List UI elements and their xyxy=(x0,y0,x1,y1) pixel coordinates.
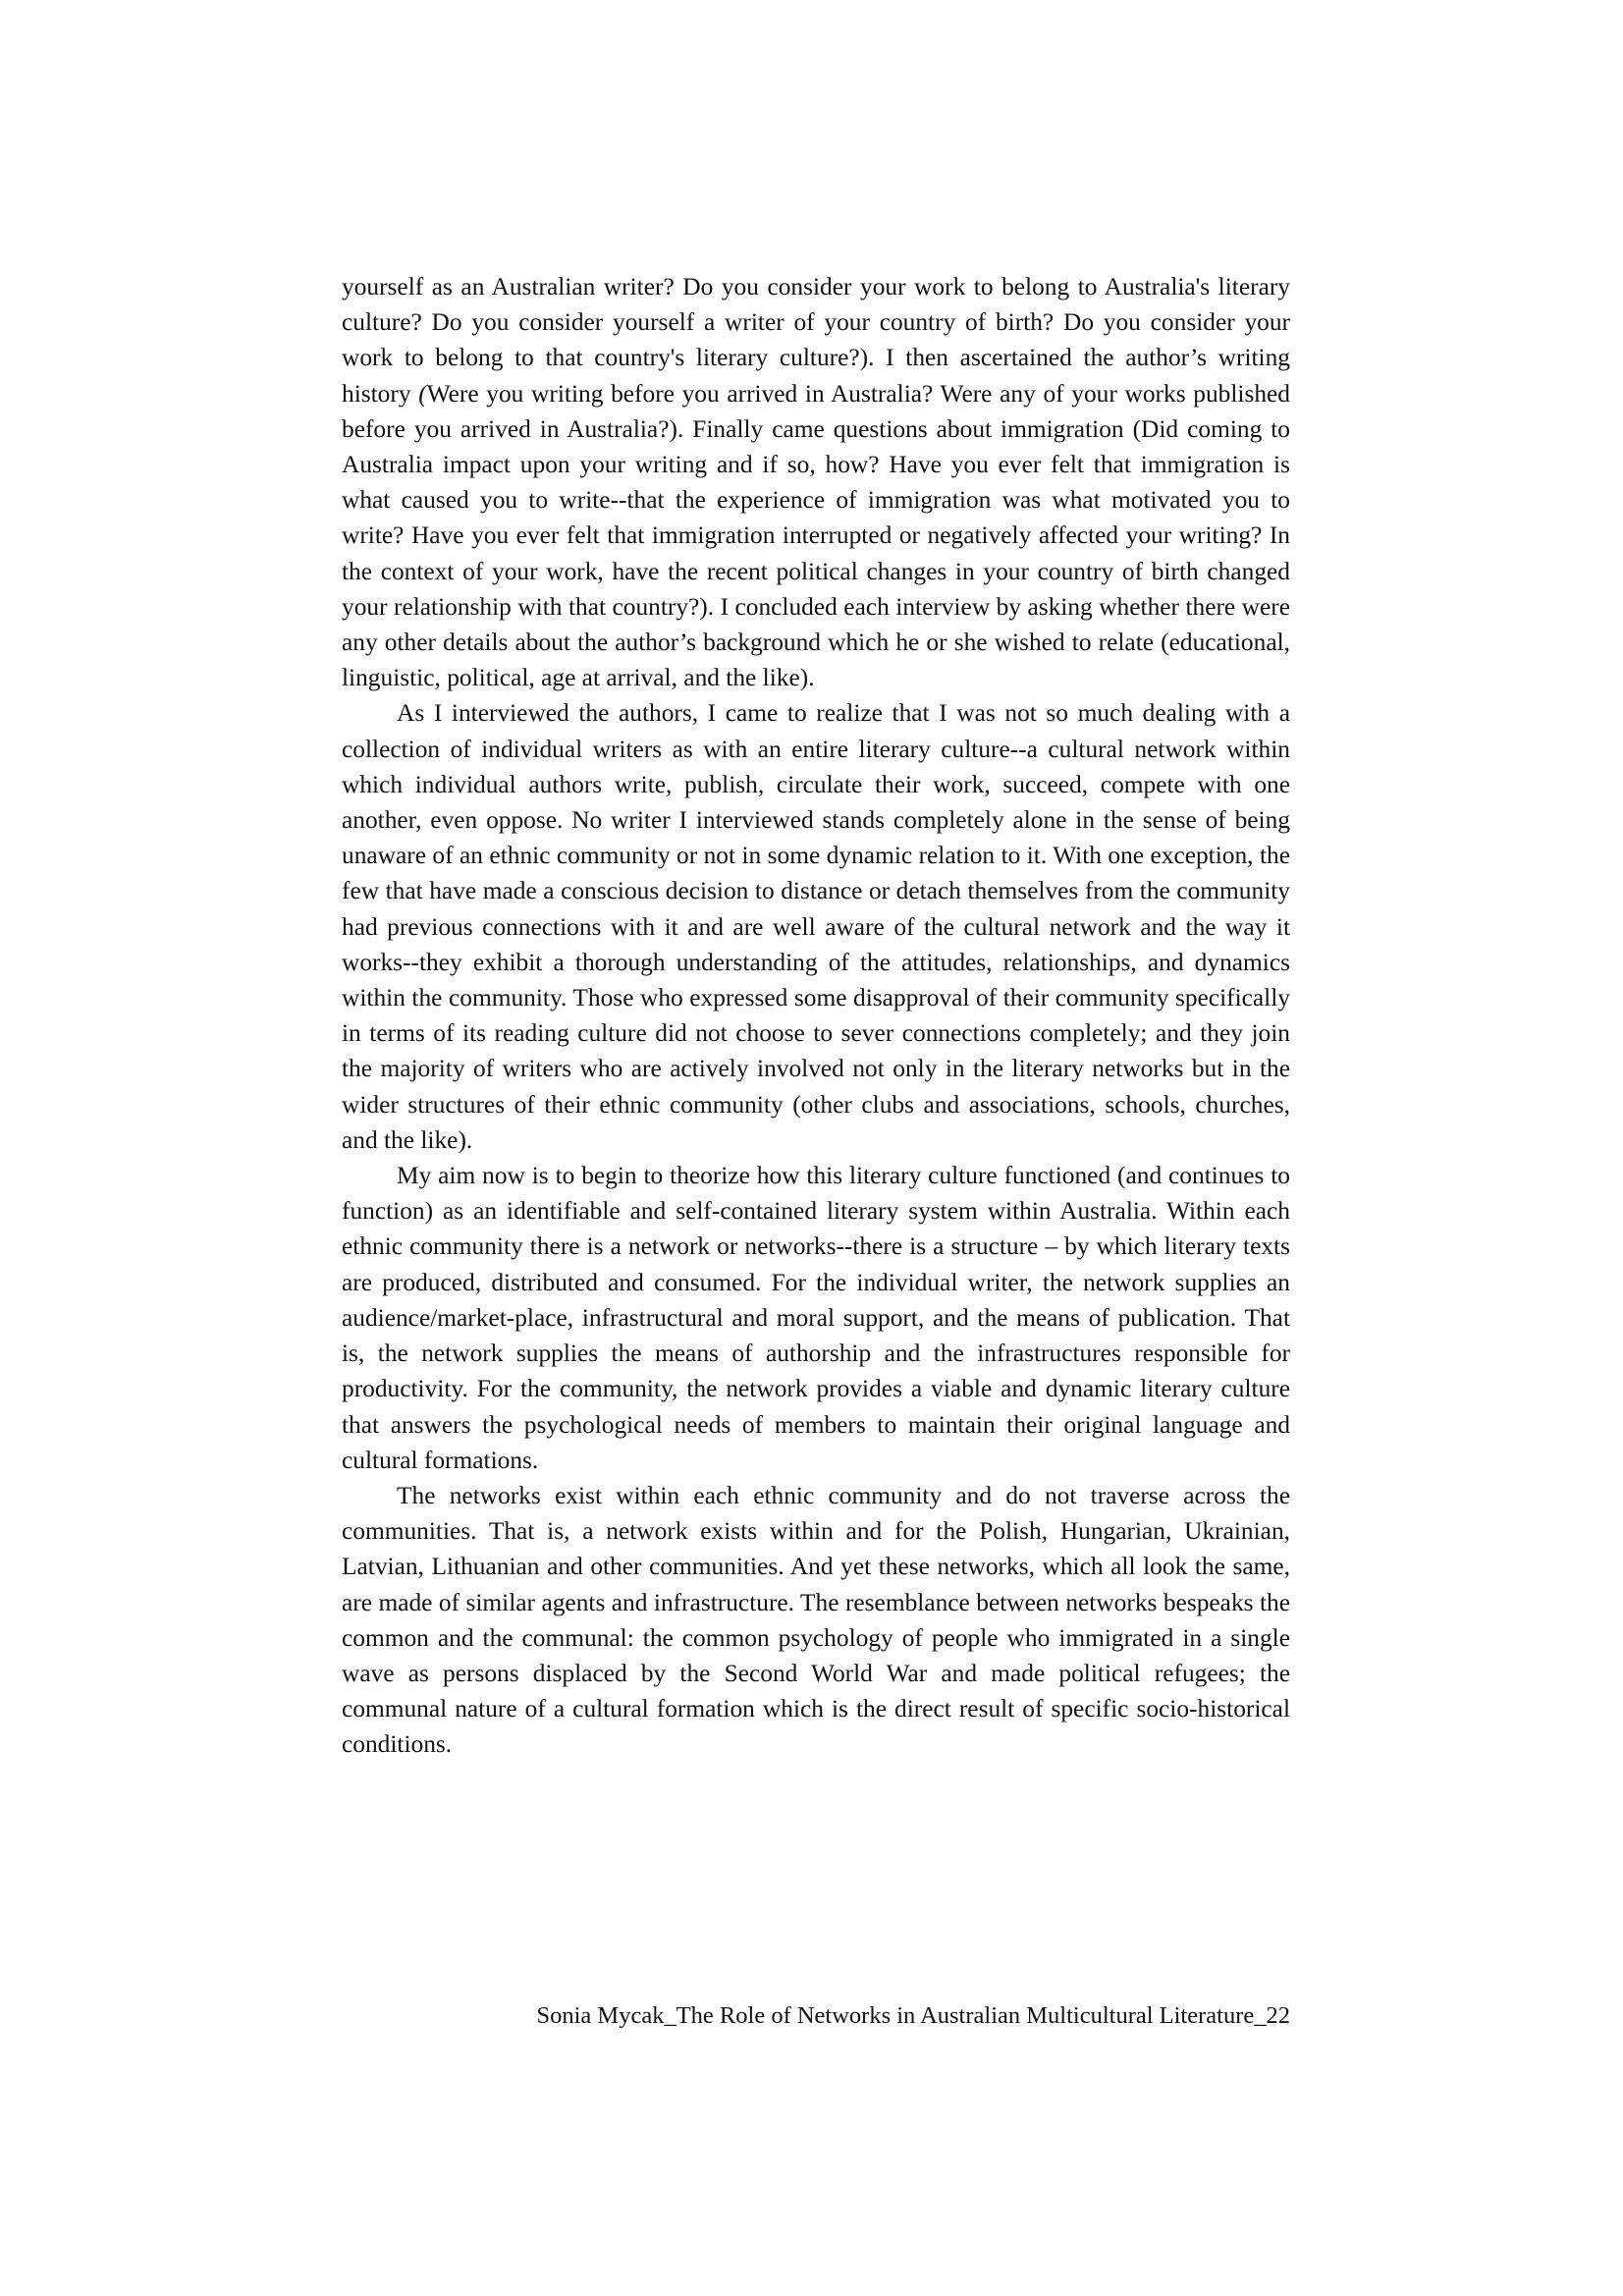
page-footer: Sonia Mycak_The Role of Networks in Australian Multicultural Literature_22 xyxy=(536,2002,1290,2029)
paragraph-1 xyxy=(342,269,1290,695)
paragraph-1-italic-paren: ( xyxy=(418,379,427,408)
body-text xyxy=(342,269,1290,1763)
paragraph-3: My aim now is to begin to theorize how this literary culture functioned (and continues to function) as an identifiable and self-contained literary system within Australia. Within each ethnic community there is a network or networks--there is a structure – by which literary texts are produced, distributed and consumed. For the individual writer, the network supplies an audience/market-place, infrastructural and moral support, and the means of publication. That is, the network supplies the means of authorship and the infrastructures responsible for productivity. For the community, the network provides a viable and dynamic literary culture that answers the psychological needs of members to maintain their original language and cultural formations. xyxy=(342,1162,1290,1474)
paragraph-2: As I interviewed the authors, I came to realize that I was not so much dealing with a collection of individual writers as with an entire literary culture--a cultural network within which individual authors write, publish, circulate their work, succeed, compete with one another, even oppose. No writer I interviewed stands completely alone in the sense of being unaware of an ethnic community or not in some dynamic relation to it. With one exception, the few that have made a conscious decision to distance or detach themselves from the community had previous connections with it and are well aware of the cultural network and the way it works--they exhibit a thorough understanding of the attitudes, relationships, and dynamics within the community. Those who expressed some disapproval of their community specifically in terms of its reading culture did not choose to sever connections completely; and they join the majority of writers who are actively involved not only in the literary networks but in the wider structures of their ethnic community (other clubs and associations, schools, churches, and the like). xyxy=(342,699,1290,1154)
paragraph-1-text-b: Were you writing before you arrived in Australia? Were any of your works published before you arrived in Australia?). Finally came questions about immigration (Did coming to Australia impact upon your writing and if so, how? Have you ever felt that immigration is what caused you to write--that the experience of immigration was what motivated you to write? Have you ever felt that immigration interrupted or negatively affected your writing? In the context of your work, have the recent political changes in your country of birth changed your relationship with that country?). I concluded each interview by asking whether there were any other details about the author’s background which he or she wished to relate (educational, linguistic, political, age at arrival, and the like). xyxy=(342,379,1290,692)
paragraph-1-text-a: yourself as an Australian writer? Do you consider your work to belong to Australia's literary culture? Do you consider yourself a writer of your country of birth? Do you consider your work to belong to that country's literary culture?). I then ascertained the author’s writing history xyxy=(342,273,1290,408)
paragraph-4: The networks exist within each ethnic community and do not traverse across the communities. That is, a network exists within and for the Polish, Hungarian, Ukrainian, Latvian, Lithuanian and other communities. And yet these networks, which all look the same, are made of similar agents and infrastructure. The resemblance between networks bespeaks the common and the communal: the common psychology of people who immigrated in a single wave as persons displaced by the Second World War and made political refugees; the communal nature of a cultural formation which is the direct result of specific socio-historical conditions. xyxy=(342,1481,1290,1759)
